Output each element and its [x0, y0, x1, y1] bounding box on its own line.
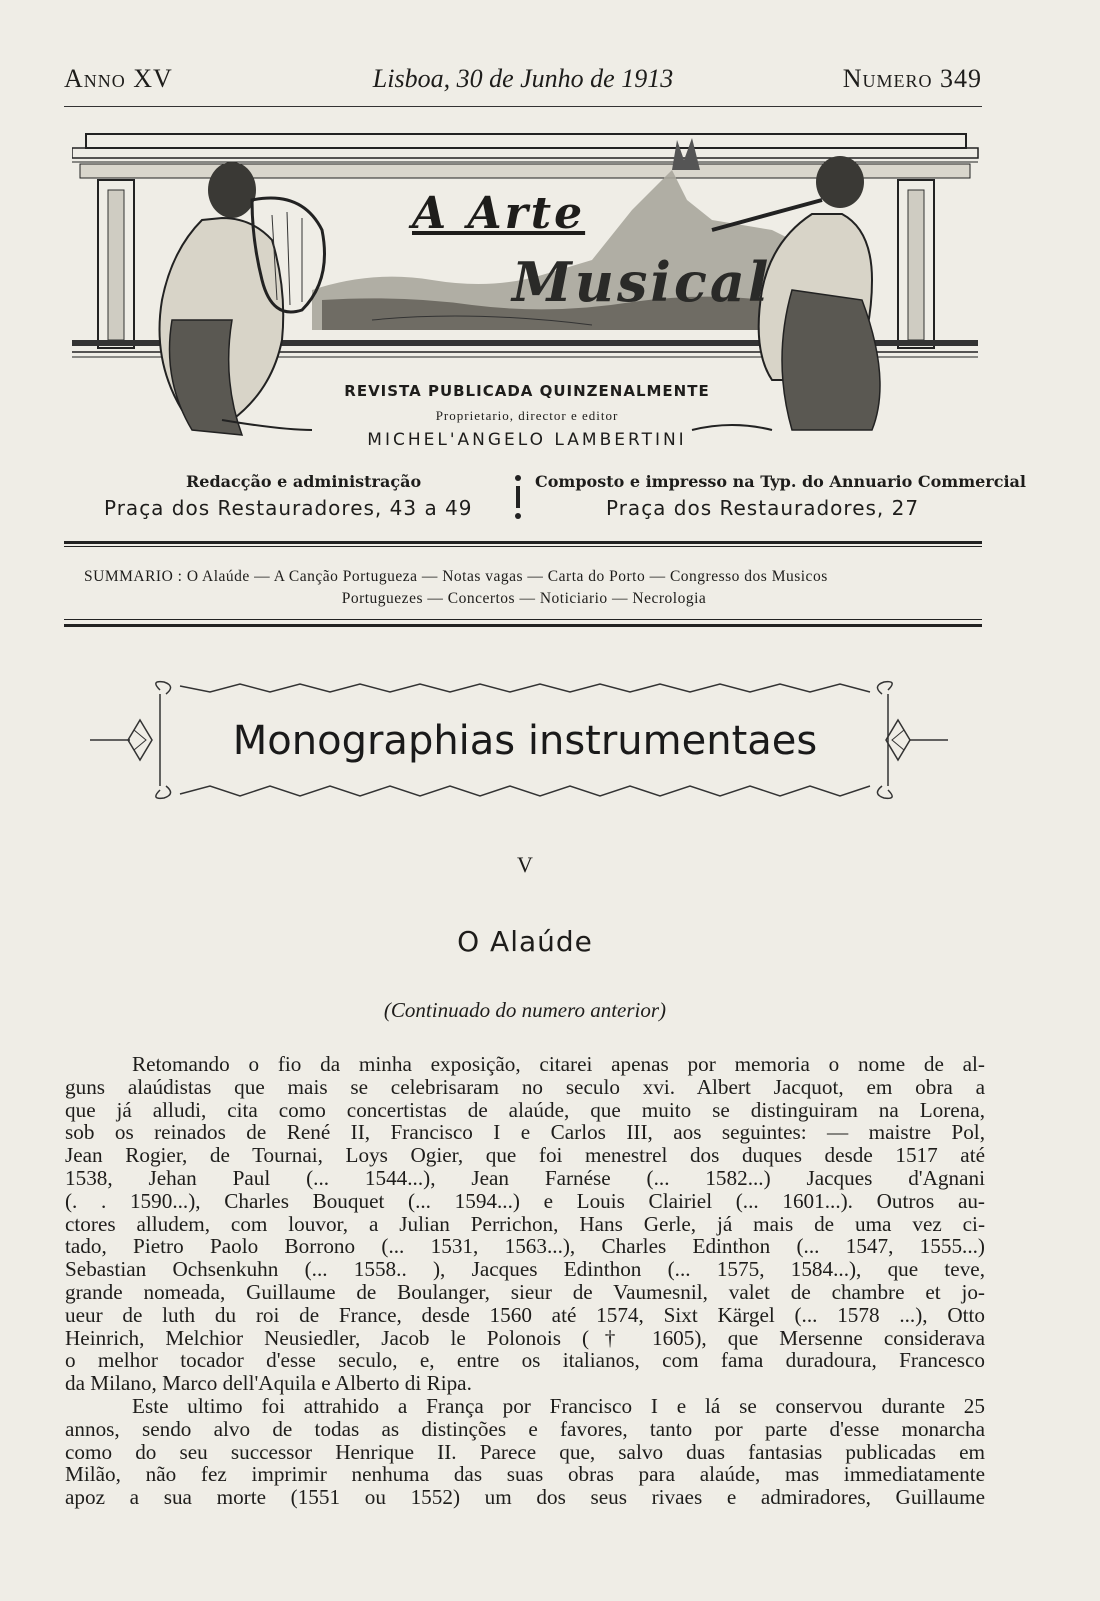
editorial-office-heading: Redacção e administração: [186, 472, 422, 491]
header-rule: [64, 106, 982, 107]
section-title: Monographias instrumentaes: [232, 718, 818, 764]
body-line: Heinrich, Melchior Neusiedler, Jacob le Polonois († 1605), que Mersenne considerava: [65, 1325, 985, 1350]
summary-line-2: Portuguezes — Concertos — Noticiario — Necrologia: [341, 590, 707, 607]
body-line: ueur de luth du roi de France, desde 1560 até 1574, Sixt Kärgel (... 1578 ...), Otto: [65, 1302, 985, 1327]
summary-bottom-rule: [64, 624, 982, 627]
owner-name: MICHEL'ANGELO LAMBERTINI: [367, 430, 687, 450]
body-line: tado, Pietro Paolo Borrono (... 1531, 1563...), Charles Edinthon (... 1547, 1555...): [65, 1234, 985, 1259]
body-line: Retomando o fio da minha exposição, citarei apenas por memoria o nome de al-: [132, 1052, 985, 1076]
printer-heading: Composto e impresso na Typ. do Annuario Commercial: [535, 472, 1026, 491]
article-body: [65, 1053, 985, 1509]
running-header: [64, 64, 982, 104]
article-title: O Alaúde: [457, 925, 593, 958]
body-line: Milão, não fez imprimir nenhuma das suas obras para alaúde, mas immediatamente: [65, 1462, 985, 1487]
summary-top-rule-thin: [64, 546, 982, 547]
body-line: apoz a sua morte (1551 ou 1552) um dos seus rivaes e admiradores, Guillaume: [65, 1485, 985, 1510]
body-line: annos, sendo alvo de todas as distinções e favores, tanto por parte d'esse monarcha: [65, 1416, 985, 1441]
owner-caption: Proprietario, director e editor: [435, 408, 619, 423]
body-line: Este ultimo foi attrahido a França por Francisco I e lá se conservou durante 25: [132, 1393, 985, 1418]
continuation-note: (Continuado do numero anterior): [383, 998, 667, 1022]
article-part-number: V: [517, 852, 533, 877]
body-line: grande nomeada, Guillaume de Boulanger, sieur de Vaumesnil, valet de chambre et jo-: [65, 1279, 985, 1304]
body-line: 1538, Jehan Paul (... 1544...), Jean Farnése (... 1582...) Jacques d'Agnani: [65, 1165, 985, 1190]
masthead-subtitle: REVISTA PUBLICADA QUINZENALMENTE: [344, 382, 710, 400]
body-line: guns alaúdistas que mais se celebrisaram no seculo xvi. Albert Jacquot, em obra a: [65, 1074, 985, 1099]
body-line: sob os reinados de René II, Francisco I e Carlos III, aos seguintes: — maistre Pol,: [65, 1120, 985, 1145]
volume-label: Anno XV: [64, 64, 173, 93]
summary-top-rule: [64, 541, 982, 544]
body-line: como do seu successor Henrique II. Parece que, salvo duas fantasias publicadas em: [65, 1439, 985, 1464]
date-line: Lisboa, 30 de Junho de 1913: [372, 64, 674, 93]
body-line: Sebastian Ochsenkuhn (... 1558.. ), Jacques Edinthon (... 1575, 1584...), que teve,: [65, 1257, 985, 1282]
masthead: [72, 130, 982, 460]
masthead-title-arte: A Arte: [412, 188, 586, 239]
body-line: (. . 1590...), Charles Bouquet (... 1594...) e Louis Clairiel (... 1601...). Outros au-: [65, 1188, 985, 1213]
address-separator-ornament: [514, 474, 522, 524]
body-line: o melhor tocador d'esse seculo, e, entre os italianos, com fama duradoura, Francesco: [65, 1348, 985, 1373]
body-line: da Milano, Marco dell'Aquila e Alberto di Ripa.: [65, 1371, 472, 1396]
editorial-office-address: Praça dos Restauradores, 43 a 49: [104, 496, 473, 520]
summary-line-1: SUMMARIO : O Alaúde — A Canção Portugueza — Notas vagas — Carta do Porto — Congresso dos Musicos: [84, 568, 828, 585]
issue-number: Numero 349: [842, 64, 982, 93]
body-line: que já alludi, cita como concertistas de alaúde, que muito se distinguiram na Lorena,: [65, 1097, 985, 1122]
printer-address: Praça dos Restauradores, 27: [606, 496, 920, 520]
summary-bottom-rule-thin: [64, 619, 982, 620]
table-of-contents: [84, 566, 964, 610]
masthead-title-musical: Musical: [512, 250, 772, 314]
body-line: ctores alludem, com louvor, a Julian Perrichon, Hans Gerle, já mais de uma vez ci-: [65, 1211, 985, 1236]
body-line: Jean Rogier, de Tournai, Loys Ogier, que foi menestrel dos duques desde 1517 até: [65, 1143, 985, 1168]
